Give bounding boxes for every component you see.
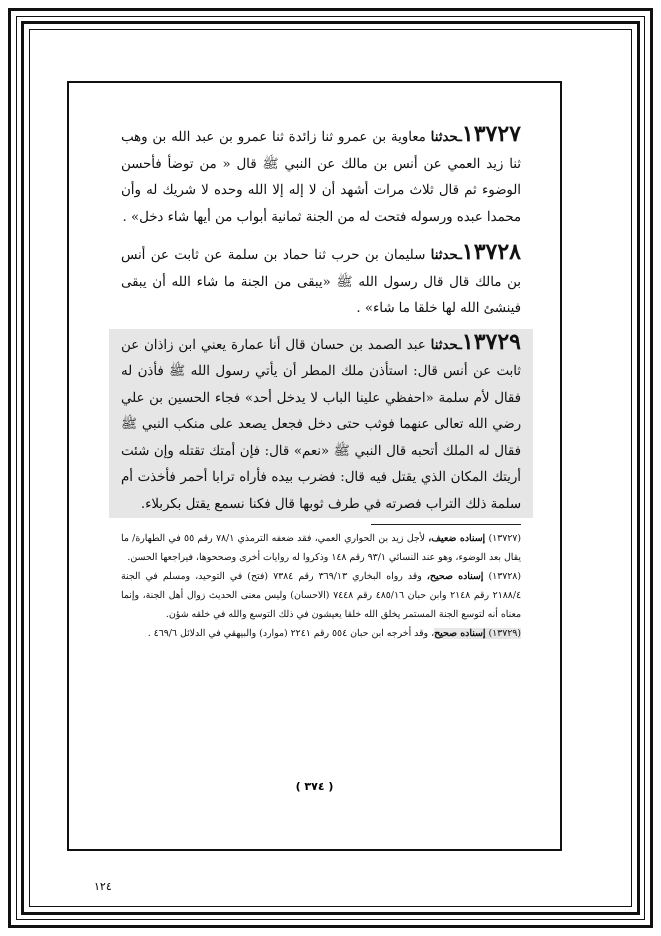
hadith-lead: ـحدثنا [430, 337, 462, 353]
footnote-divider [371, 524, 521, 525]
hadith-lead: ـحدثنا [430, 248, 462, 263]
hadith-text: معاوية بن عمرو ثنا زائدة ثنا عمرو بن عبد الله بن وهب ثنا زيد العمي عن أنس بن مالك عن النبي ﷺ قال « من توضأ فأحسن الوضوء ثم قال ثلاث مرات أشهد أن لا إله إلا الله وحده لا شريك له وأن محمدا عبده ورسوله فتحت له من الجنة ثمانية أبواب من أيها شاء دخل» . [121, 130, 521, 225]
footnote-13727 [121, 529, 521, 567]
footnote-text: ، وقد أخرجه ابن حبان ٥٥٤ رقم ٢٢٤١ (موارد) والبيهقي في الدلائل ٤٦٩/٦ . [147, 628, 435, 639]
footnote-status: إسناده صحيح [434, 628, 486, 639]
footnote-13729 [121, 624, 521, 643]
hadith-13729 [109, 329, 533, 519]
footnote-text: وقد رواه البخاري ٣٦٩/١٣ رقم ٧٣٨٤ (فتح) في التوحيد، ومسلم في الجنة ٢١٨٨/٤ رقم ٢١٤٨ وابن حبان ٤٨٥/١٦ رقم ٧٤٤٨ (الاحسان) وليس معنى الحديث زوال أهل الجنة، وإنما معناه أنه لتوسع الجنة المستمر يخلق الله خلقا يعيشون في ذلك التوسع والله في خلقه شؤن. [121, 571, 522, 620]
hadith-number: ١٣٧٢٧ [461, 121, 521, 147]
footnote-status: إسناده ضعيف، [428, 533, 486, 544]
hadith-text: سليمان بن حرب ثنا حماد بن سلمة عن ثابت عن أنس بن مالك قال قال رسول الله ﷺ «يبقى من الجنة ما شاء الله أن يبقى فينشئ الله لها خلقا ما شاء» . [121, 248, 521, 316]
folio-number: ١٢٤ [94, 880, 112, 893]
hadith-text: عبد الصمد بن حسان قال أنا عمارة يعني ابن زاذان عن ثابت عن أنس قال: استأذن ملك المطر أن يأتي رسول الله ﷺ فأذن له فقال لأم سلمة «احفظي علينا الباب لا يدخل أحد» فجاء الحسين بن علي رضي الله تعالى عنهما فوثب حتى دخل فجعل يصعد على منكب النبي ﷺ فقال له الملك أتحبه قال النبي ﷺ «نعم» قال: فإن أمتك تقتله وإن شئت أريتك المكان الذي يقتل فيه قال: فضرب بيده فأراه ترابا أحمر فأخذت أم سلمة ذلك التراب فصرته في طرف ثوبها قال فكنا نسمع يقتل بكربلاء. [121, 337, 521, 512]
footnote-text: لأجل زيد بن الحواري العمي، فقد ضعفه الترمذي ٧٨/١ رقم ٥٥ في الطهارة/ ما يقال بعد الوضوء، وهو عند النسائي ٩٣/١ رقم ١٤٨ وذكروا له روايات أخرى وصححوها، فيراجعها الحسن. [121, 533, 521, 563]
hadith-number: ١٣٧٢٨ [461, 239, 521, 265]
footnote-13728 [121, 567, 521, 624]
scanned-page [67, 81, 562, 851]
hadith-lead: ـحدثنا [430, 130, 462, 145]
hadith-13727 [121, 121, 521, 231]
footnote-ref: (١٣٧٢٧) [488, 533, 521, 544]
footnote-status: إسناده صحيح، [426, 571, 484, 582]
footnote-highlight [434, 628, 521, 639]
page-content [121, 121, 521, 643]
page-marker: ( ٣٧٤ ) [295, 780, 334, 793]
footnote-ref: (١٣٧٢٨) [488, 571, 522, 582]
hadith-13728 [121, 239, 521, 323]
footnote-ref: (١٣٧٢٩) [488, 628, 521, 639]
hadith-number: ١٣٧٢٩ [461, 328, 521, 355]
